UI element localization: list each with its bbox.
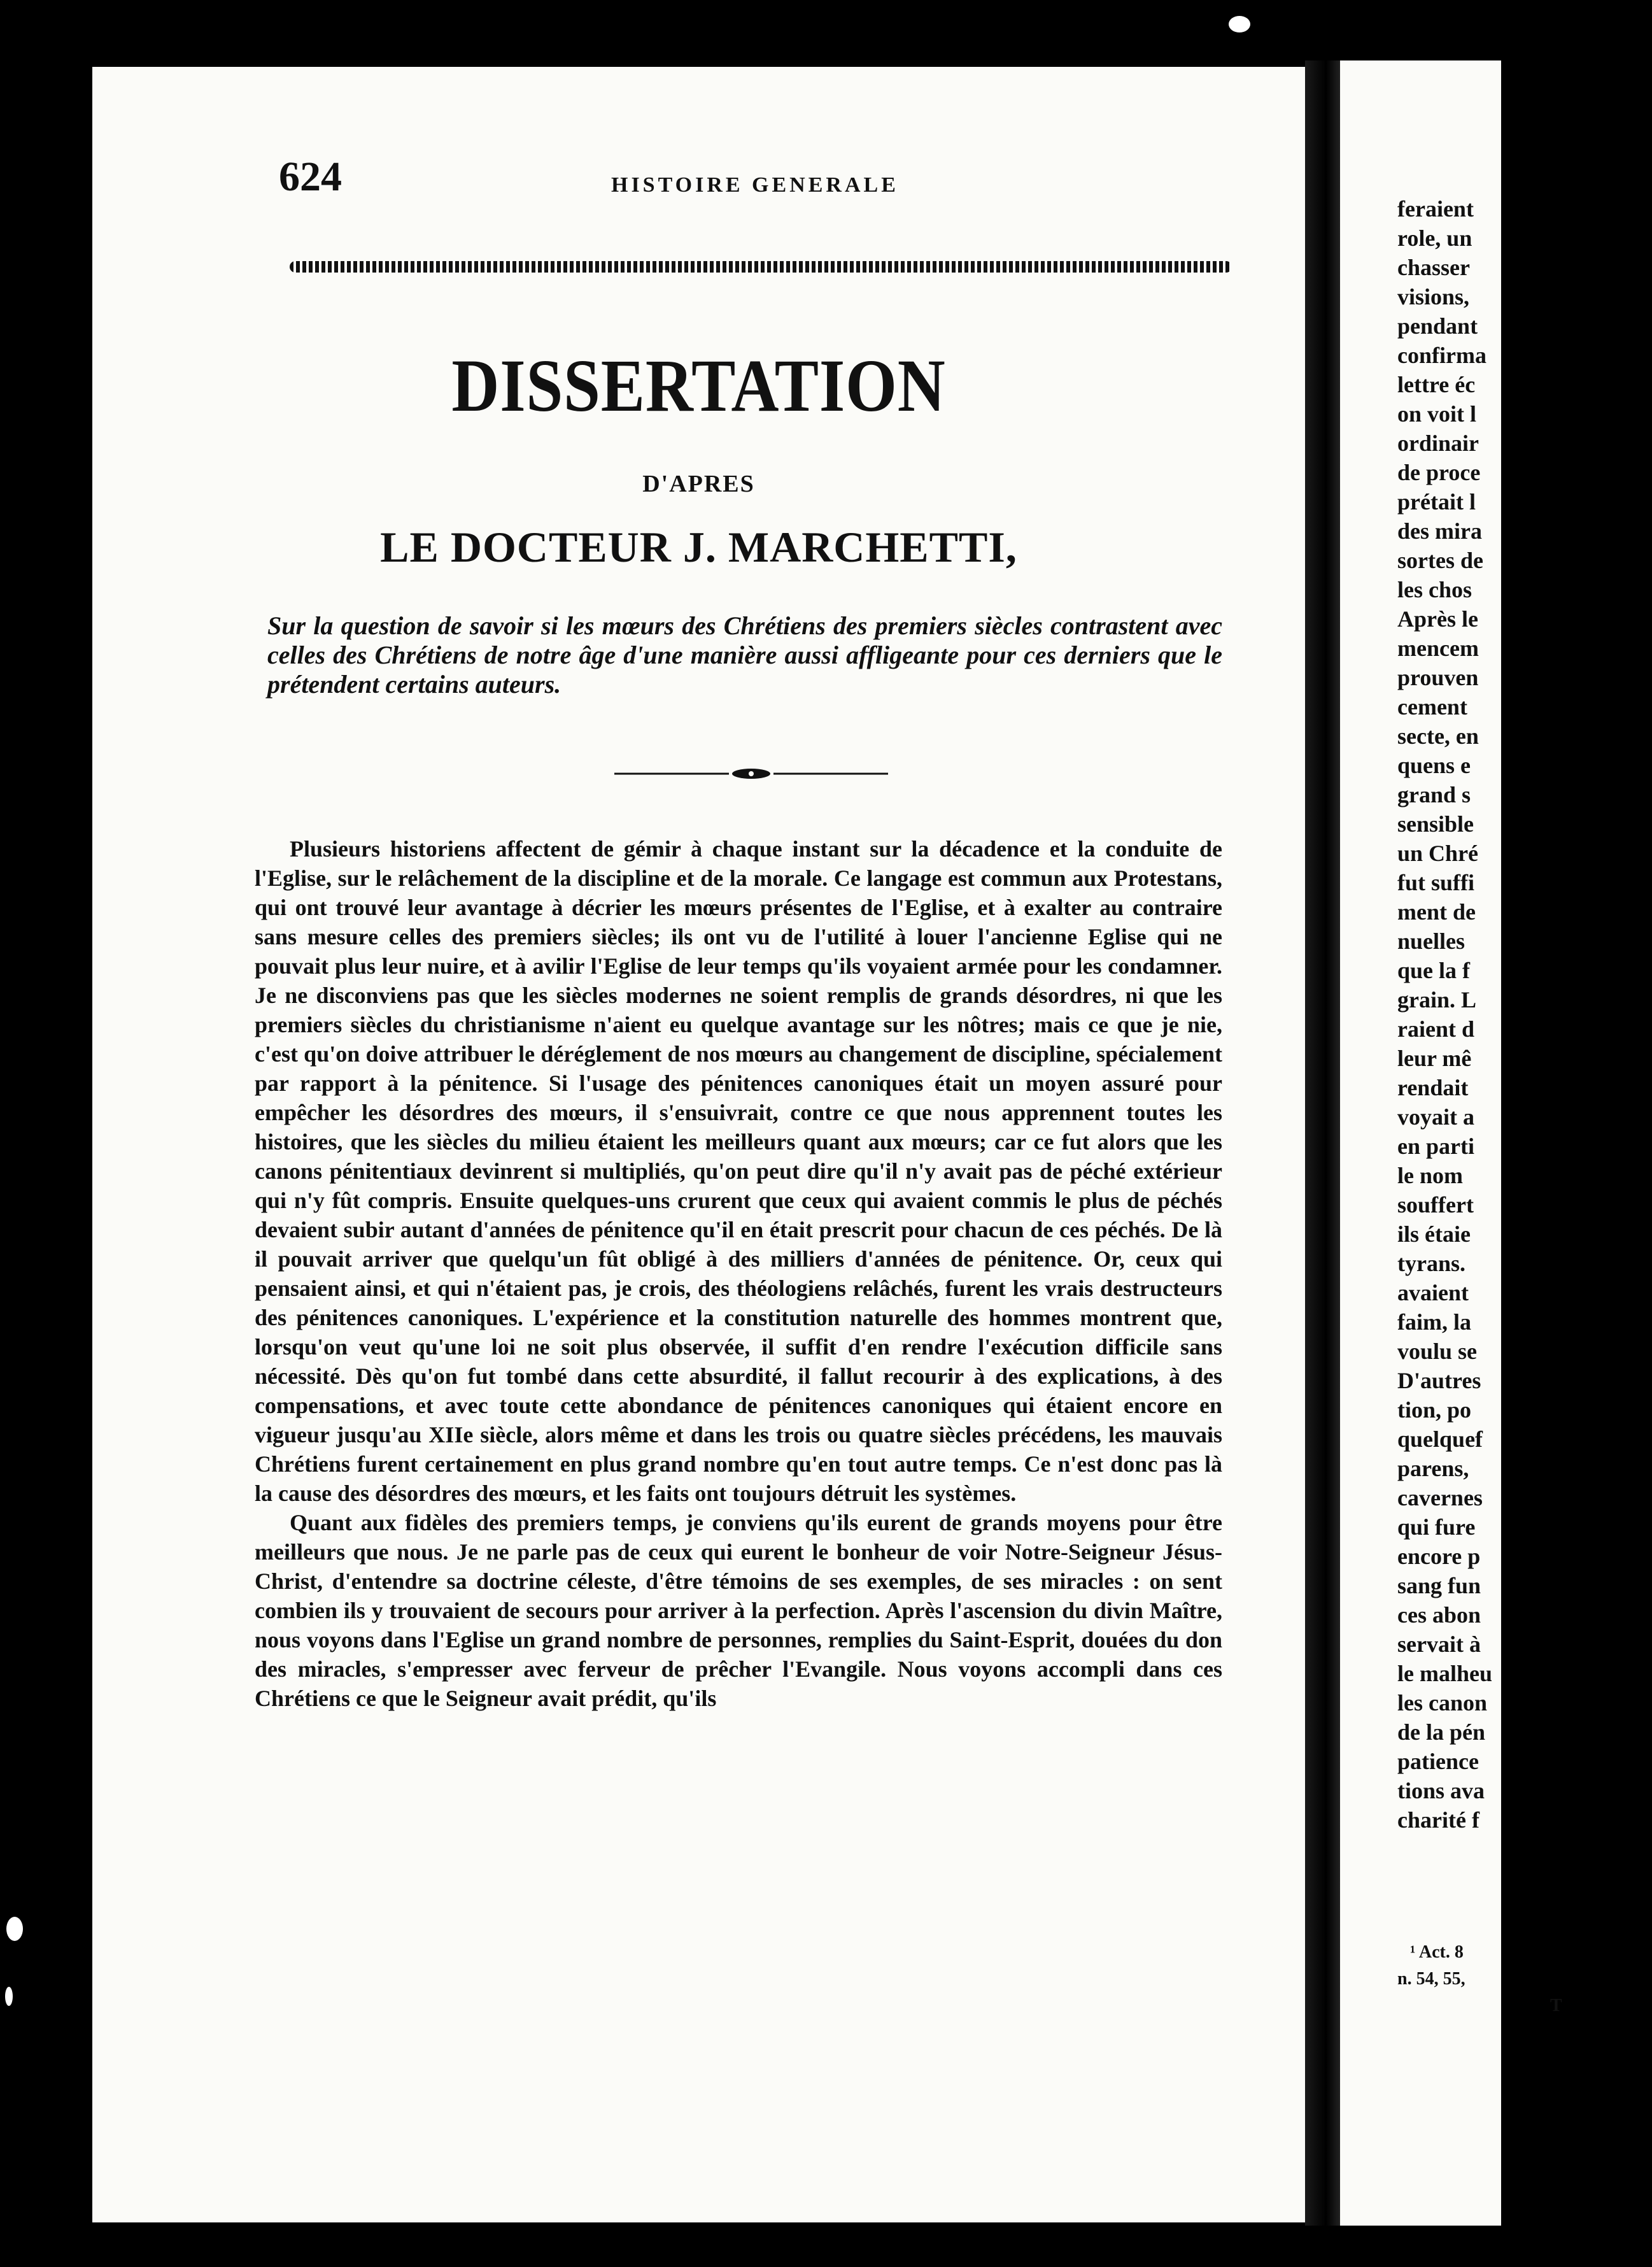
- text-line: patience: [1397, 1749, 1479, 1774]
- text-line: ment de: [1397, 899, 1476, 925]
- text-line: ils étaie: [1397, 1221, 1471, 1247]
- text-line: secte, en: [1397, 723, 1479, 749]
- text-line: grand s: [1397, 782, 1471, 807]
- text-line: ces abon: [1397, 1602, 1481, 1628]
- text-line: sortes de: [1397, 548, 1483, 573]
- text-line: feraient: [1397, 196, 1474, 222]
- text-line: en parti: [1397, 1134, 1474, 1159]
- scan-speck: [1229, 16, 1250, 32]
- text-line: quens e: [1397, 753, 1471, 778]
- text-line: le malheu: [1397, 1661, 1492, 1686]
- footnote-line: ¹ Act. 8: [1410, 1942, 1464, 1962]
- text-line: avaient: [1397, 1280, 1469, 1305]
- text-line: leur mê: [1397, 1046, 1472, 1071]
- text-line: de la pén: [1397, 1719, 1486, 1745]
- text-line: servait à: [1397, 1631, 1481, 1657]
- text-line: qui fure: [1397, 1514, 1476, 1540]
- text-line: que la f: [1397, 958, 1471, 983]
- text-line: rendait: [1397, 1075, 1469, 1100]
- text-line: prouven: [1397, 665, 1479, 690]
- text-line: fut suffi: [1397, 870, 1475, 895]
- text-line: chasser: [1397, 255, 1470, 280]
- text-line: encore p: [1397, 1544, 1481, 1569]
- text-line: voulu se: [1397, 1339, 1478, 1364]
- text-line: visions,: [1397, 284, 1470, 309]
- text-line: raient d: [1397, 1016, 1474, 1042]
- text-line: pendant: [1397, 313, 1478, 339]
- text-line: grain. L: [1397, 987, 1477, 1013]
- page-gutter: [1305, 60, 1340, 2226]
- paragraph: Quant aux fidèles des premiers temps, je conviens qu'ils eurent de grands moyens pour être meilleurs que nous. Je ne parle pas de ceux qui eurent le bonheur de voir Notre-Seigneur Jésus-Christ, d'entendre sa doctrine céleste, d'être témoins de ses exemples, de ses miracles : on sent combien ils y trouvaient de secours pour arriver à la perfection. Après l'ascension du divin Maître, nous voyons dans l'Eglise un grand nombre de personnes, remplies du Saint-Esprit, douées du don des miracles, s'empresser avec ferveur de prêcher l'Evangile. Nous voyons accompli dans ces Chrétiens ce que le Seigneur avait prédit, qu'ils: [255, 1510, 1222, 1711]
- text-line: voyait a: [1397, 1104, 1474, 1130]
- subtitle: D'APRES: [642, 471, 755, 497]
- text-line: cement: [1397, 694, 1467, 720]
- running-head: HISTOIRE GENERALE: [611, 173, 899, 197]
- text-line: parens,: [1397, 1456, 1469, 1481]
- text-line: sang fun: [1397, 1573, 1481, 1598]
- text-line: Après le: [1397, 606, 1478, 632]
- text-line: cavernes: [1397, 1485, 1483, 1510]
- body-text: [255, 834, 1222, 1713]
- text-line: tyrans.: [1397, 1251, 1465, 1276]
- text-line: nuelles: [1397, 928, 1465, 954]
- right-page-column: [1397, 194, 1652, 1835]
- text-line: les canon: [1397, 1690, 1488, 1716]
- text-line: souffert: [1397, 1192, 1474, 1218]
- text-line: prétait l: [1397, 489, 1476, 515]
- text-line: de proce: [1397, 460, 1481, 485]
- text-line: confirma: [1397, 343, 1486, 368]
- text-line: D'autres: [1397, 1368, 1481, 1393]
- text-line: charité f: [1397, 1807, 1479, 1833]
- text-line: role, un: [1397, 225, 1472, 251]
- text-line: des mira: [1397, 518, 1482, 544]
- text-line: lettre éc: [1397, 372, 1476, 397]
- header-rule: [290, 261, 1232, 273]
- scan-speck: [6, 1917, 23, 1941]
- text-line: mencem: [1397, 636, 1479, 661]
- text-line: les chos: [1397, 577, 1472, 602]
- dissertation-title: DISSERTATION: [451, 344, 946, 427]
- author-heading: LE DOCTEUR J. MARCHETTI,: [380, 523, 1017, 571]
- footnote-line: T: [1550, 1996, 1562, 2015]
- text-line: ordinair: [1397, 430, 1479, 456]
- text-line: sensible: [1397, 811, 1474, 837]
- text-line: tions ava: [1397, 1778, 1485, 1803]
- right-page: [1340, 60, 1562, 2226]
- page-number: 624: [279, 153, 342, 200]
- text-line: tion, po: [1397, 1397, 1472, 1423]
- question-statement: Sur la question de savoir si les mœurs des Chrétiens des premiers siècles contrastent avec celles des Chrétiens de notre âge d'une manière aussi affligeante pour ces derniers que le prétendent certains auteurs.: [267, 611, 1222, 699]
- text-line: on voit l: [1397, 401, 1477, 427]
- footnote-line: n. 54, 55,: [1397, 1969, 1465, 1989]
- text-line: un Chré: [1397, 841, 1479, 866]
- text-line: faim, la: [1397, 1309, 1471, 1335]
- scan-speck: [5, 1987, 13, 2006]
- section-ornament: [614, 767, 888, 780]
- text-line: quelquef: [1397, 1426, 1483, 1452]
- left-page: [92, 67, 1305, 2222]
- right-page-footnotes: [1397, 1939, 1652, 2019]
- paragraph: Plusieurs historiens affectent de gémir à chaque instant sur la décadence et la conduite de l'Eglise, sur le relâchement de la discipline et de la morale. Ce langage est commun aux Protestans, qui ont trouvé leur avantage à décrier les mœurs présentes de l'Eglise, et à exalter au contraire sans mesure celles des premiers siècles; ils ont vu de l'utilité à louer l'ancienne Eglise qui ne pouvait plus leur nuire, et à avilir l'Eglise de leur temps qu'ils voyaient armée pour les condamner. Je ne disconviens pas que les siècles modernes ne soient remplis de grands désordres, ni que les premiers siècles du christianisme n'aient eu quelque avantage sur les nôtres; mais ce que je nie, c'est qu'on doive attribuer le déréglement de nos mœurs au changement de discipline, spécialement par rapport à la pénitence. Si l'usage des pénitences canoniques était un moyen assuré pour empêcher les désordres des mœurs, il s'ensuivrait, contre ce que nous apprennent toutes les histoires, que les siècles du milieu étaient les meilleurs quant aux mœurs; car ce fut alors que les canons pénitentiaux devinrent si multipliés, qu'on peut dire qu'il n'y avait pas de péché extérieur qui n'y fût compris. Ensuite quelques-uns crurent que ceux qui avaient commis le plus de péchés devaient subir autant d'années de pénitence qu'il en était prescrit pour chacun de ces péchés. De là il pouvait arriver que quelqu'un fût obligé à des milliers d'années de pénitence. Or, ceux qui pensaient ainsi, et qui n'étaient pas, je crois, des théologiens relâchés, furent les vrais destructeurs des pénitences canoniques. L'expérience et la constitution naturelle des hommes montrent que, lorsqu'on veut qu'une loi ne soit plus observée, il suffit d'en rendre l'exécution difficile sans nécessité. Dès qu'on fut tombé dans cette absurdité, il fallut recourir à des explications, à des compensations, et avec toute cette abondance de pénitences canoniques qui étaient encore en vigueur jusqu'au XIIe siècle, alors même et dans les trois ou quatre siècles précédens, les mauvais Chrétiens furent certainement en plus grand nombre qu'en tout autre temps. Ce n'est donc pas là la cause des désordres des mœurs, et les faits ont toujours détruit les systèmes.: [255, 836, 1222, 1506]
- text-line: le nom: [1397, 1163, 1463, 1188]
